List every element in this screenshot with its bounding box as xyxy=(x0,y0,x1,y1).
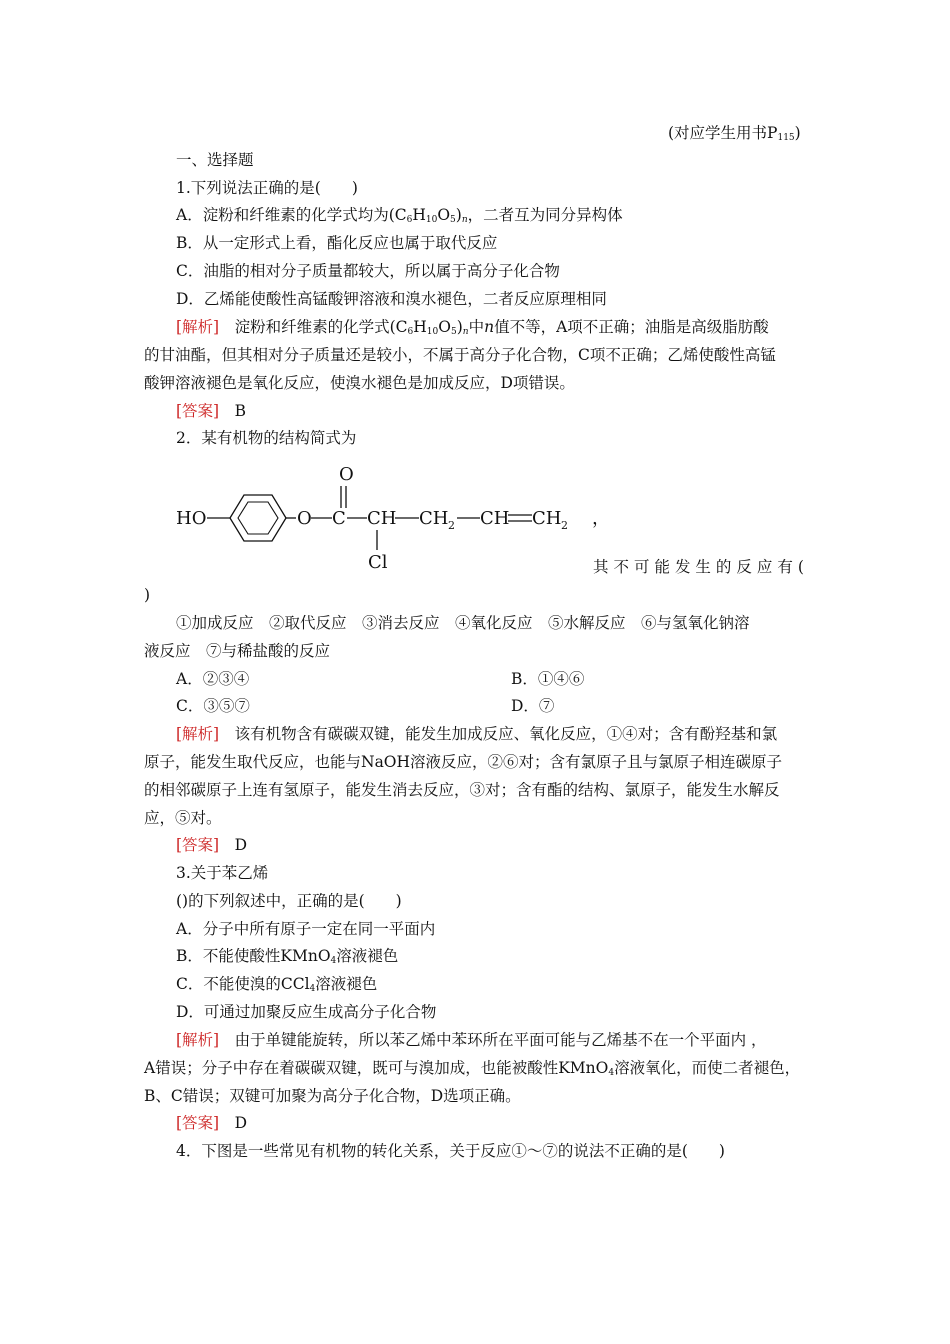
question-2-option-d: D．⑦ xyxy=(511,697,555,715)
question-2-analysis-line-4: 应，⑤对。 xyxy=(144,809,222,827)
question-2-analysis: [解析] 该有机物含有碳碳双键，能发生加成反应、氧化反应，①④对；含有酚羟基和氯 xyxy=(176,725,778,743)
structural-formula xyxy=(172,458,612,578)
question-3-option-d: D．可通过加聚反应生成高分子化合物 xyxy=(176,1003,437,1021)
question-1-analysis: [解析] 淀粉和纤维素的化学式$(C_6H_{10}O_5)_n$中n值不等，A项不正确；油脂是高级脂肪酸 xyxy=(176,318,769,337)
carbonyl-carbon: C xyxy=(332,508,346,529)
section-title: 一、选择题 xyxy=(176,151,254,169)
question-3-analysis: [解析] 由于单键能旋转，所以苯乙烯中苯环所在平面可能与乙烯基不在一个平面内 ， xyxy=(176,1031,767,1049)
question-3-option-a: A．分子中所有原子一定在同一平面内 xyxy=(176,920,436,938)
question-3-analysis-line-3: B、C错误；双键可加聚为高分子化合物，D选项正确。 xyxy=(144,1087,521,1105)
hydroxyl-group: HO xyxy=(176,508,207,529)
analysis-label: [解析] xyxy=(176,725,220,743)
question-1-analysis-line-2: 的甘油酯，但其相对分子质量还是较小，不属于高分子化合物，C项不正确；乙烯使酸性高锰 xyxy=(144,346,776,364)
question-1-option-a: A．淀粉和纤维素的化学式均为$(C_6H_{10}O_5)_n$，二者互为同分异构体 xyxy=(176,206,623,225)
vinyl-ch-group: CH xyxy=(480,508,510,529)
question-2-option-a: A．②③④ xyxy=(176,670,250,688)
question-3-option-b: B．不能使酸性KMnO$_4$溶液褪色 xyxy=(176,947,399,966)
question-2-option-b: B．①④⑥ xyxy=(511,670,585,688)
question-1-answer: [答案] B xyxy=(176,402,247,420)
question-1-analysis-line-3: 酸钾溶液褪色是氧化反应，使溴水褪色是加成反应，D项错误。 xyxy=(144,374,575,392)
question-2-option-c: C．③⑤⑦ xyxy=(176,697,250,715)
question-1-option-d: D．乙烯能使酸性高锰酸钾溶液和溴水褪色，二者反应原理相同 xyxy=(176,290,607,308)
answer-label: [答案] xyxy=(176,402,220,420)
ch2-group: CH xyxy=(419,508,449,529)
svg-text:2: 2 xyxy=(448,519,455,532)
chlorine-atom: Cl xyxy=(368,552,388,573)
question-1-option-c: C．油脂的相对分子质量都较大，所以属于高分子化合物 xyxy=(176,262,560,280)
question-2-stem-tail: 其 不 可 能 发 生 的 反 应 有 ( xyxy=(593,558,804,576)
analysis-label: [解析] xyxy=(176,1031,220,1049)
question-1-option-b: B．从一定形式上看，酯化反应也属于取代反应 xyxy=(176,234,498,252)
question-2-items: ①加成反应 ②取代反应 ③消去反应 ④氧化反应 ⑤水解反应 ⑥与氢氧化钠溶 xyxy=(176,614,750,632)
ch-group: CH xyxy=(367,508,397,529)
svg-text:，: ， xyxy=(592,508,610,529)
ester-oxygen: O xyxy=(297,508,312,529)
svg-text:2: 2 xyxy=(561,519,568,532)
question-2-items-line-2: 液反应 ⑦与稀盐酸的反应 xyxy=(144,642,331,660)
question-2-analysis-line-2: 原子，能发生取代反应，也能与NaOH溶液反应，②⑥对；含有氯原子且与氯原子相连碳原子 xyxy=(144,753,783,771)
answer-label: [答案] xyxy=(176,836,220,854)
question-2-stem: 2．某有机物的结构简式为 xyxy=(176,429,357,447)
analysis-label: [解析] xyxy=(176,318,220,336)
book-reference: (对应学生用书$P_{115}$) xyxy=(668,124,801,143)
question-1-stem: 1.下列说法正确的是( ) xyxy=(176,179,358,197)
question-3-stem-line-2: ()的下列叙述中，正确的是( ) xyxy=(176,892,402,910)
question-3-analysis-line-2: A错误；分子中存在着碳碳双键，既可与溴加成，也能被酸性KMnO$_4$溶液氧化，而使二者褪色， xyxy=(144,1059,801,1078)
answer-label: [答案] xyxy=(176,1114,220,1132)
question-3-answer: [答案] D xyxy=(176,1114,248,1132)
question-2-analysis-line-3: 的相邻碳原子上连有氢原子，能发生消去反应，③对；含有酯的结构、氯原子，能发生水解反 xyxy=(144,781,780,799)
question-2-stem-close: ) xyxy=(144,586,151,604)
question-4-stem: 4．下图是一些常见有机物的转化关系，关于反应①～⑦的说法不正确的是( ) xyxy=(176,1142,725,1160)
terminal-ch2-group: CH xyxy=(532,508,562,529)
question-3-option-c: C．不能使溴的CCl$_4$溶液褪色 xyxy=(176,975,378,994)
question-3-stem: 3.关于苯乙烯 xyxy=(176,864,269,882)
carbonyl-oxygen: O xyxy=(339,464,354,485)
question-2-answer: [答案] D xyxy=(176,836,248,854)
